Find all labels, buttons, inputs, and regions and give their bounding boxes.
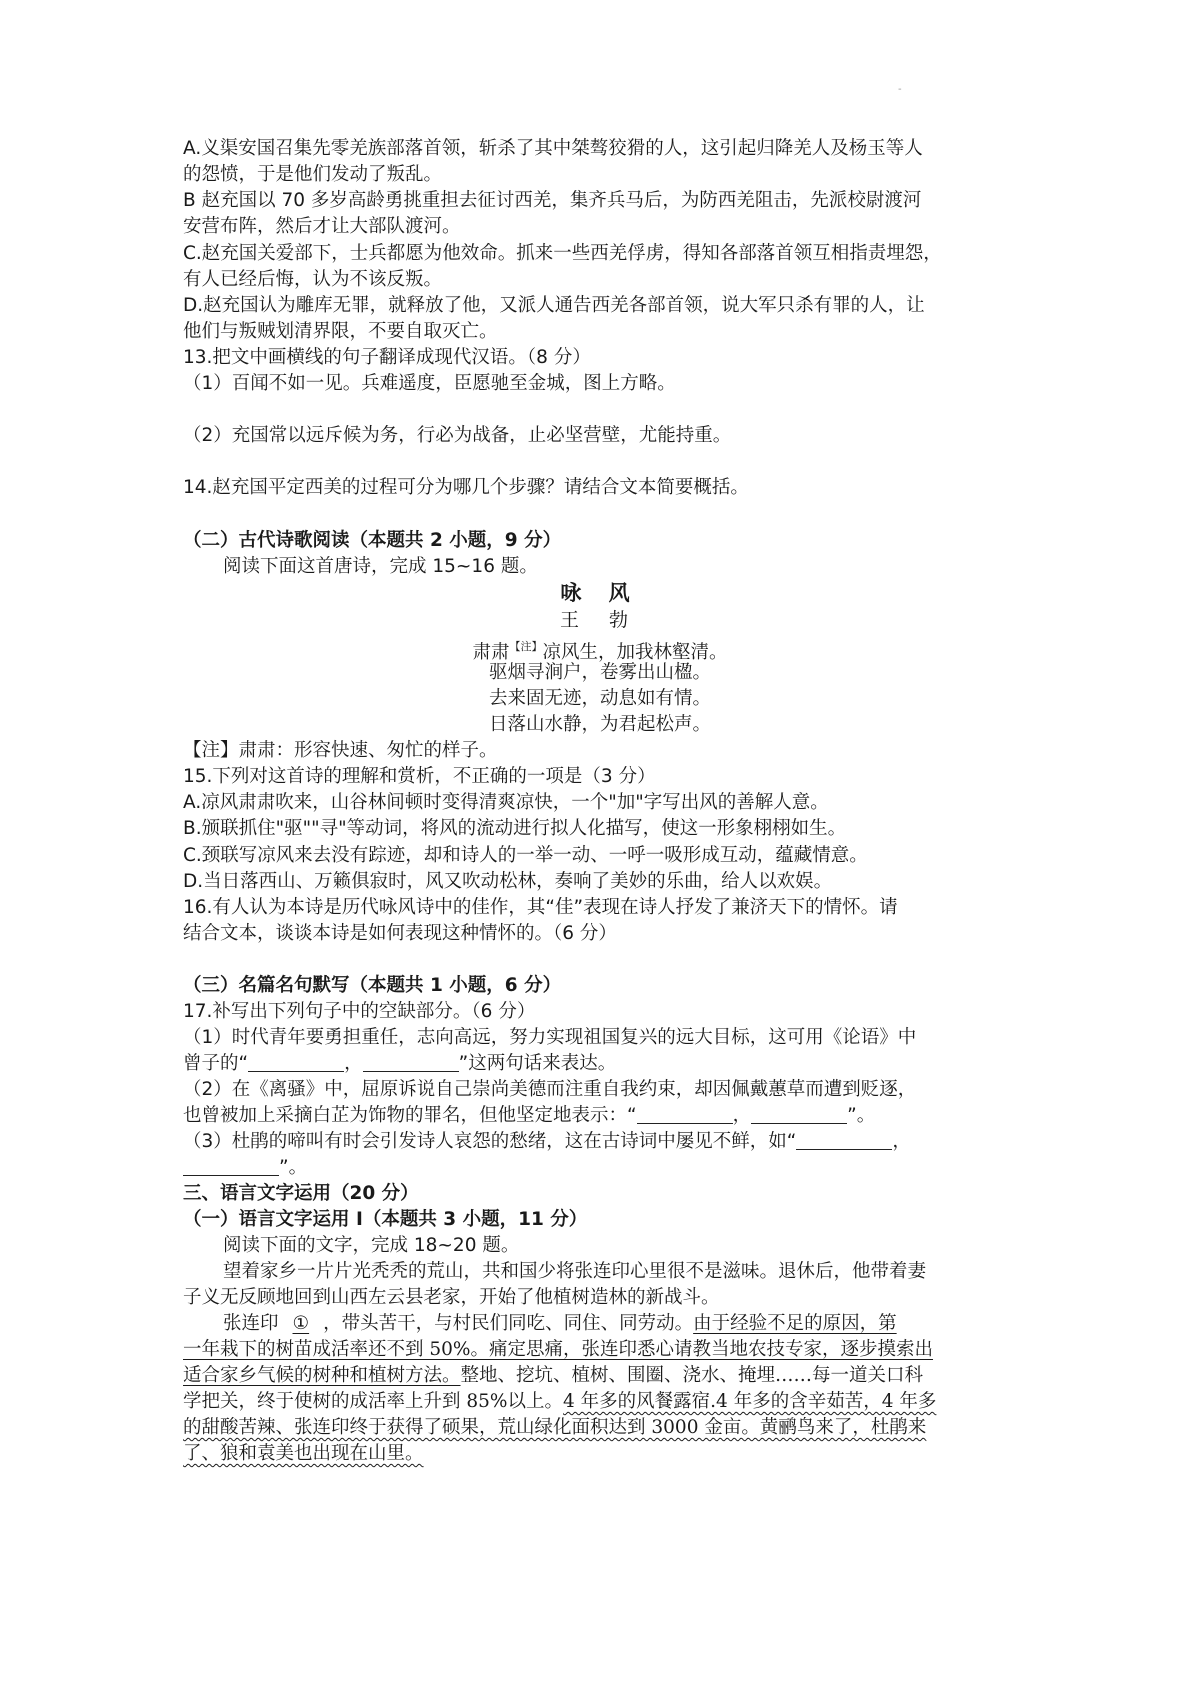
answer-blank[interactable] bbox=[363, 1051, 459, 1072]
q17-part2-suffix: ”。 bbox=[847, 1105, 876, 1126]
answer-blank[interactable] bbox=[183, 1155, 279, 1176]
q12-option-d-line1: D.赵充国认为雕库无罪，就释放了他，又派人通告西羌各部首领，说大军只杀有罪的人，让 bbox=[183, 295, 925, 316]
q15-option-c: C.颈联写凉风来去没有踪迹，却和诗人的一举一动、一呼一吸形成互动，蕴藏情意。 bbox=[183, 845, 868, 866]
q17-part3-line2 bbox=[183, 1155, 1043, 1181]
poetry-section-heading: （二）古代诗歌阅读（本题共 2 小题，9 分） bbox=[183, 530, 562, 551]
q17-stem: 17.补写出下列句子中的空缺部分。（6 分） bbox=[183, 1001, 536, 1022]
q13-sentence-2: （2）充国常以远斥候为务，行必为战备，止必坚营壁，尤能持重。 bbox=[183, 425, 732, 446]
answer-blank[interactable] bbox=[248, 1051, 344, 1072]
language-intro: 阅读下面的文字，完成 18~20 题。 bbox=[223, 1235, 520, 1256]
poem-title: 咏 风 bbox=[560, 580, 640, 605]
answer-blank[interactable] bbox=[751, 1103, 847, 1124]
wavy-underlined-sentence: 4 年多的风餐露宿.4 年多的含辛茹苦，4 年多 bbox=[563, 1391, 937, 1412]
passage-para2-result: 学把关，终于使树的成活率上升到 85%以上。 bbox=[183, 1391, 564, 1412]
q12-option-a-line2: 的怨愤，于是他们发动了叛乱。 bbox=[183, 164, 443, 185]
poem-author: 王 勃 bbox=[559, 609, 641, 631]
q17-part2-line2 bbox=[183, 1103, 1043, 1129]
q17-part1-line2 bbox=[183, 1051, 1043, 1077]
language-section-heading: 三、语言文字运用（20 分） bbox=[183, 1183, 419, 1204]
underlined-sentence: 适合家乡气候的树种和植树方法。 bbox=[183, 1365, 461, 1386]
q12-option-a-line1: A.义渠安国召集先零羌族部落首领，斩杀了其中桀骜狡猾的人，这引起归降羌人及杨玉等人 bbox=[183, 138, 923, 159]
underlined-sentence: 一年栽下的树苗成活率还不到 50%。痛定思痛，张连印悉心请教当地农技专家，逐步摸索出 bbox=[183, 1339, 934, 1360]
q17-part1-comma: ， bbox=[344, 1053, 363, 1074]
corner-mark: - bbox=[898, 84, 902, 95]
q13-stem: 13.把文中画横线的句子翻译成现代汉语。（8 分） bbox=[183, 347, 591, 368]
q15-option-b: B.颁联抓住"驱""寻"等动词，将风的流动进行拟人化描写，使这一形象栩栩如生。 bbox=[183, 818, 847, 839]
poem-line-1-end: 凉风生，加我林壑清。 bbox=[542, 642, 728, 663]
wavy-underlined-sentence: 的甜酸苦辣、张连印终于获得了硕果，荒山绿化面积达到 3000 金亩。黄鹂鸟来了，杜鹃来 bbox=[183, 1417, 927, 1438]
q15-option-d: D.当日落西山、万籁俱寂时，风又吹动松林，奏响了美妙的乐曲，给人以欢娱。 bbox=[183, 871, 833, 892]
passage-para2-line1 bbox=[223, 1311, 1083, 1337]
answer-blank[interactable] bbox=[796, 1129, 892, 1150]
q12-option-d-line2: 他们与叛贼划清界限，不要自取灭亡。 bbox=[183, 321, 498, 342]
q13-sentence-1: （1）百闻不如一见。兵难遥度，臣愿驰至金城，图上方略。 bbox=[183, 373, 676, 394]
poem-annotation: 【注】肃肃：形容快速、匆忙的样子。 bbox=[183, 740, 498, 761]
q17-part3-prefix: （3）杜鹃的啼叫有时会引发诗人哀怨的愁绪，这在古诗词中屡见不鲜，如“ bbox=[183, 1131, 797, 1152]
passage-para2-line5 bbox=[183, 1415, 1043, 1441]
language-subsection-heading: （一）语言文字运用 I（本题共 3 小题，11 分） bbox=[183, 1209, 588, 1230]
q17-part3-line1 bbox=[183, 1129, 1043, 1155]
q17-part3-suffix: ”。 bbox=[279, 1157, 308, 1178]
passage-para2-steps: 整地、挖坑、植树、围圈、浇水、掩埋……每一道关口科 bbox=[460, 1365, 924, 1386]
passage-para2-line2 bbox=[183, 1337, 1043, 1363]
fill-blank-1[interactable]: ① bbox=[292, 1313, 310, 1334]
passage-para2-start: 张连印 bbox=[223, 1313, 279, 1334]
passage-para2-mid: ，带头苦干，与村民们同吃、同住、同劳动。 bbox=[323, 1313, 694, 1334]
q17-part1-prefix: 曾子的“ bbox=[183, 1053, 249, 1074]
q17-part3-comma: ， bbox=[892, 1131, 911, 1152]
q15-stem: 15.下列对这首诗的理解和赏析，不正确的一项是（3 分） bbox=[183, 766, 656, 787]
poem-line-2: 驱烟寻涧户，卷雾出山楹。 bbox=[488, 662, 711, 683]
q16-line-2: 结合文本，谈谈本诗是如何表现这种情怀的。（6 分） bbox=[183, 923, 617, 944]
passage-para2-line3 bbox=[183, 1363, 1043, 1389]
q12-option-c-line1: C.赵充国关爱部下，士兵都愿为他效命。抓来一些西羌俘虏，得知各部落首领互相指责埋怨， bbox=[183, 243, 942, 264]
passage-para2-line4 bbox=[183, 1389, 1043, 1415]
poetry-intro: 阅读下面这首唐诗，完成 15~16 题。 bbox=[223, 556, 538, 577]
q17-part2-line1: （2）在《离骚》中，屈原诉说自己崇尚美德而注重自我约束，却因佩戴蕙草而遭到贬逐， bbox=[183, 1079, 917, 1100]
q12-option-b-line1: B 赵充国以 70 多岁高龄勇挑重担去征讨西羌，集齐兵马后，为防西羌阻击，先派校尉渡河 bbox=[183, 190, 922, 211]
q17-part2-prefix: 也曾被加上采摘白芷为饰物的罪名，但他坚定地表示：“ bbox=[183, 1105, 637, 1126]
answer-blank[interactable] bbox=[637, 1103, 733, 1124]
poem-line-4: 日落山水静，为君起松声。 bbox=[488, 714, 711, 735]
q12-option-c-line2: 有人已经后悔，认为不该反叛。 bbox=[183, 269, 443, 290]
q17-part2-comma: ， bbox=[732, 1105, 752, 1126]
wavy-underlined-sentence: 了、狼和袁美也出现在山里。 bbox=[183, 1443, 424, 1464]
dictation-section-heading: （三）名篇名句默写（本题共 1 小题，6 分） bbox=[183, 975, 562, 996]
poem-note-marker: 【注】 bbox=[509, 640, 543, 653]
q16-line-1: 16.有人认为本诗是历代咏风诗中的佳作，其“佳”表现在诗人抒发了兼济天下的情怀。请 bbox=[183, 897, 898, 918]
q14-stem: 14.赵充国平定西美的过程可分为哪几个步骤？请结合文本简要概括。 bbox=[183, 477, 749, 498]
underlined-sentence: 由于经验不足的原因，第 bbox=[693, 1313, 897, 1334]
q17-part1-suffix: ”这两句话来表达。 bbox=[458, 1053, 617, 1074]
q12-option-b-line2: 安营布阵，然后才让大部队渡河。 bbox=[183, 216, 461, 237]
passage-para2-line6 bbox=[183, 1441, 1043, 1467]
poem-line-3: 去来固无迹，动息如有情。 bbox=[488, 688, 711, 709]
q15-option-a: A.凉风肃肃吹来，山谷林间顿时变得清爽凉快，一个"加"字写出风的善解人意。 bbox=[183, 792, 829, 813]
passage-para1-line1: 望着家乡一片片光秃秃的荒山，共和国少将张连印心里很不是滋味。退休后，他带着妻 bbox=[223, 1261, 927, 1282]
passage-para1-line2: 子义无反顾地回到山西左云县老家，开始了他植树造林的新战斗。 bbox=[183, 1287, 720, 1308]
q17-part1-line1: （1）时代青年要勇担重任，志向高远，努力实现祖国复兴的远大目标，这可用《论语》中 bbox=[183, 1027, 917, 1048]
poem-line-1-start: 肃肃 bbox=[472, 642, 510, 663]
